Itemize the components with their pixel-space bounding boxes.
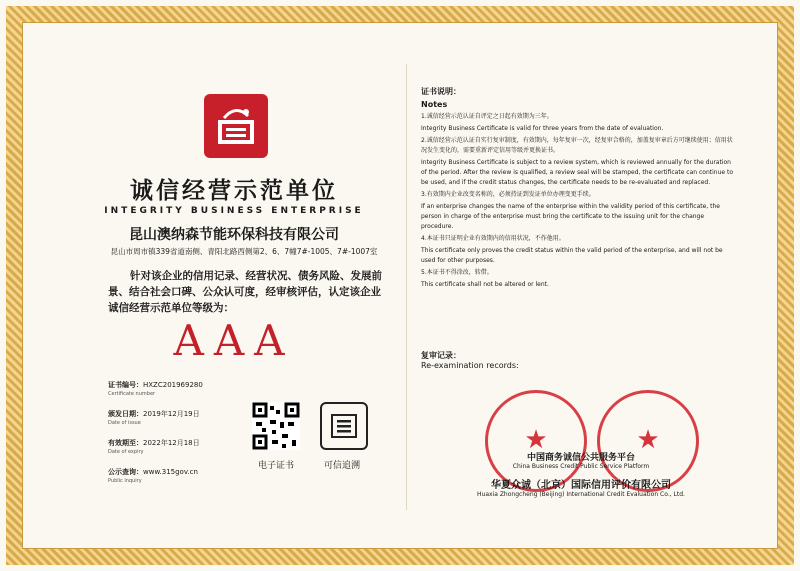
evaluation-description: 针对该企业的信用记录、经营状况、债务风险、发展前景、结合社会口碑、公众认可度，经审核评估，认定该企业诚信经营示范单位等级为： [108, 270, 382, 314]
credit-logo-glyph [212, 102, 260, 150]
notes-heading-en: Notes [421, 100, 448, 109]
company-address: 昆山市周市镇339省道南侧、青阳北路西侧第2、6、7幢7#-1005、7#-1007室 [110, 247, 378, 256]
issuer-company-en: Huaxia Zhongcheng (Beijing) International Credit Evaluation Co., Ltd. [477, 491, 685, 498]
notes-section [421, 86, 733, 292]
certificate-info [108, 380, 248, 496]
right-panel [406, 64, 743, 510]
note-item: 4.本证书只证明企业有效期内的信用状况，不作他用。 [421, 235, 565, 242]
trace-glyph [329, 411, 359, 441]
cert-number-label: 证书编号： [108, 381, 143, 389]
note-item: If an enterprise changes the name of the enterprise within the validity period of this certificate, the person in charge of the enterprise must bring the certificate to the issuing unit for the change procedure. [421, 203, 720, 230]
note-item: 1.诚信经营示范认证自评定之日起有效期为三年。 [421, 113, 553, 120]
credit-logo-icon [204, 94, 268, 158]
cert-number-label-en: Certificate number [108, 391, 156, 397]
note-item: 5.本证书不得涂改，转借。 [421, 269, 493, 276]
issuer-block [421, 450, 741, 498]
credit-grade: AAA [173, 316, 295, 365]
issue-date-label: 颁发日期： [108, 410, 143, 418]
issue-date-row [108, 409, 248, 426]
note-item: This certificate shall not be altered or lent. [421, 281, 549, 288]
qr-caption: 电子证书 [257, 461, 294, 471]
issue-date: 2019年12月19日 [143, 410, 200, 418]
notes-list [421, 112, 733, 290]
expiry-date-row [108, 438, 248, 455]
issue-date-label-en: Date of issue [108, 420, 141, 426]
reexamination-records [421, 350, 519, 370]
seal-star-icon: ★ [636, 425, 660, 455]
certificate-title: 诚信经营示范单位 [130, 177, 338, 204]
public-query-site[interactable]: www.315gov.cn [143, 468, 198, 476]
left-panel [64, 64, 382, 510]
note-item: Integrity Business Certificate is subject to a review system, which is reviewed annually for the duration of the period. After the review is qualified, a review seal will be stamped, the certificate can continue to be used, and if the credit status changes, the certificate needs to be re-evaluated and replaced. [421, 159, 733, 186]
public-query-row [108, 467, 248, 484]
cert-number-row [108, 380, 248, 397]
issuer-platform-en: China Business Credit Public Service Platform [512, 463, 650, 470]
note-item: 3.有效期内企业改变名称的，必须持证到发证单位办理变更手续。 [421, 191, 595, 198]
note-item: Integrity Business Certificate is valid for three years from the date of evaluation. [421, 125, 664, 132]
cert-number: HXZC201969280 [143, 381, 203, 389]
trace-icon[interactable] [320, 402, 368, 450]
expiry-date-label: 有效期至： [108, 439, 143, 447]
public-query-label: 公示查询： [108, 468, 143, 476]
reexam-label-en: Re-examination records: [421, 361, 519, 370]
expiry-date-label-en: Date of expiry [108, 449, 144, 455]
issuer-company-cn: 华夏众诚（北京）国际信用评价有限公司 [491, 480, 671, 491]
certificate-title-en: INTEGRITY BUSINESS ENTERPRISE [104, 206, 364, 216]
expiry-date: 2022年12月18日 [143, 439, 200, 447]
qr-code-glyph [252, 402, 300, 450]
reexam-label-cn: 复审记录： [421, 351, 461, 360]
seal-star-icon: ★ [524, 425, 548, 455]
public-query-label-en: Public inquiry [108, 478, 142, 484]
company-name: 昆山澳纳森节能环保科技有限公司 [129, 227, 339, 243]
note-item: This certificate only proves the credit status within the valid period of the enterprise, and will not be used for other purposes. [421, 247, 723, 264]
issuer-platform-cn: 中国商务诚信公共服务平台 [526, 453, 635, 463]
qr-code-icon[interactable] [252, 402, 300, 450]
note-item: 2.诚信经营示范认证自实行复审制度，有效期内，每年复审一次，经复审合格的，加盖复审章后方可继续使用；信用状况发生变化的，需要重新评定信用等级并更换证书。 [421, 137, 733, 154]
trace-caption: 可信追溯 [323, 461, 360, 471]
notes-heading-cn: 证书说明： [421, 87, 461, 96]
